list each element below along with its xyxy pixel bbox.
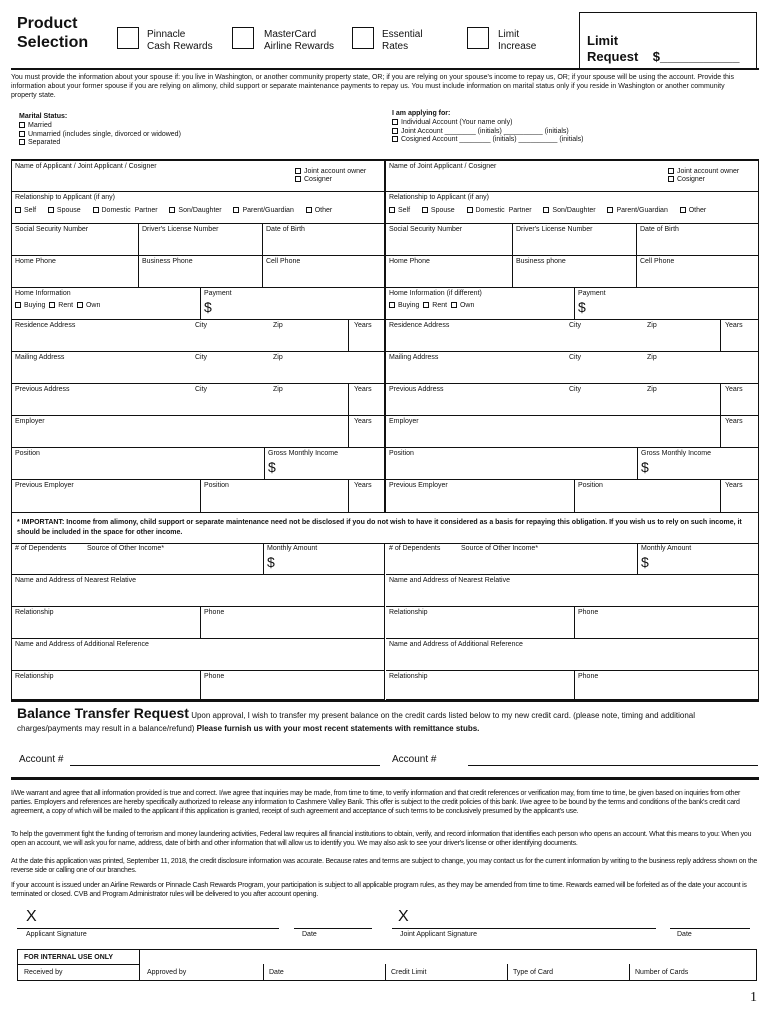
left-home-own[interactable]: Own <box>77 302 100 309</box>
essential-checkbox[interactable] <box>352 27 374 49</box>
left-city-field[interactable]: City <box>192 320 270 352</box>
right-other-income-field[interactable]: Source of Other Income* <box>458 543 638 575</box>
left-cosigner-option[interactable]: Cosigner <box>295 176 366 184</box>
applicant-date-label: Date <box>302 931 317 938</box>
left-name-field[interactable]: Name of Applicant / Joint Applicant / Cosigner Joint account owner Cosigner <box>12 161 385 192</box>
left-dob-field[interactable]: Date of Birth <box>263 224 385 256</box>
credit-limit-field[interactable]: Credit Limit <box>391 969 427 976</box>
applicant-sig-x: X <box>26 908 37 925</box>
legal-rewards: If your account is issued under an Airline Rewards or Pinnacle Cash Rewards Program, your participation is subject to all applicable program rules, as they may be amended from time to time. Rewards earned will be forfeited as of the date your account is terminated or closed. CVB and Program Administrator rules will be delivered to you after account opening. <box>11 882 747 898</box>
left-mailing-zip-field[interactable]: Zip <box>270 352 385 384</box>
right-joint-owner-option[interactable]: Joint account owner <box>668 168 739 176</box>
right-rel-child[interactable]: Son/Daughter <box>543 207 595 214</box>
joint-signature-label: Joint Applicant Signature <box>400 931 478 938</box>
account-right-line[interactable] <box>468 765 758 766</box>
right-ref-phone-field[interactable]: Phone <box>575 671 758 700</box>
left-ref-phone-field[interactable]: Phone <box>201 671 385 700</box>
left-other-income-field[interactable]: Source of Other Income* <box>84 543 264 575</box>
left-rel-other[interactable]: Other <box>306 207 333 214</box>
account-left-line[interactable] <box>70 765 380 766</box>
left-relative-relationship-field[interactable]: Relationship <box>12 607 201 639</box>
right-rel-partner[interactable]: Domestic Partner <box>467 207 532 214</box>
right-ref-relationship-field[interactable]: Relationship <box>386 671 575 700</box>
left-dependents-field[interactable]: # of Dependents <box>12 543 84 575</box>
marital-married[interactable]: Married <box>19 122 181 131</box>
right-prev-employer-field[interactable]: Previous Employer <box>386 480 575 513</box>
right-city-field[interactable]: City <box>566 320 644 352</box>
left-prev-emp-years-field[interactable]: Years <box>349 480 385 513</box>
limit-request-box[interactable] <box>579 12 757 68</box>
right-relationship-field[interactable]: Relationship to Applicant (if any) Self Spouse Domestic Partner Son/Daughter Parent/Guardian Other <box>386 192 758 224</box>
left-dl-field[interactable]: Driver's License Number <box>139 224 263 256</box>
marital-separated[interactable]: Separated <box>19 139 181 148</box>
right-previous-field[interactable]: Previous Address <box>386 384 566 416</box>
right-dependents-field[interactable]: # of Dependents <box>386 543 458 575</box>
legal-disclosure-date: At the date this application was printed, September 11, 2018, the credit disclosure information was accurate. Because rates and terms are subject to change, you may contact us for the current information by writing to the business reply address shown on the reverse side or calling one of our branches. <box>11 858 758 874</box>
applying-cosigned[interactable]: Cosigned Account ________ (initials) __________ (initials) <box>392 136 584 145</box>
right-prev-years-field[interactable]: Years <box>721 384 758 416</box>
left-rel-spouse[interactable]: Spouse <box>48 207 81 214</box>
mastercard-label: MasterCard Airline Rewards <box>264 29 335 52</box>
left-rel-self[interactable]: Self <box>15 207 36 214</box>
right-prev-emp-years-field[interactable]: Years <box>721 480 758 513</box>
internal-use-title: FOR INTERNAL USE ONLY <box>24 954 114 961</box>
limit-request-label: Limit <box>587 33 619 48</box>
right-reference-field[interactable]: Name and Address of Additional Reference <box>386 639 758 671</box>
right-residence-field[interactable]: Residence Address <box>386 320 566 352</box>
right-rel-spouse[interactable]: Spouse <box>422 207 455 214</box>
left-joint-owner-option[interactable]: Joint account owner <box>295 168 366 176</box>
right-emp-years-field[interactable]: Years <box>721 416 758 448</box>
right-name-field[interactable]: Name of Joint Applicant / Cosigner Joint account owner Cosigner <box>386 161 758 192</box>
limit-increase-checkbox[interactable] <box>467 27 489 49</box>
joint-signature-line[interactable] <box>392 928 656 929</box>
legal-warranty: I/We warrant and agree that all information provided is true and correct. I/we agree that inquiries may be made, from time to time, to verify information and that credit references or verification may, from time to time, be given based on inquiries from other parties. Employers and references are hereby specifically authorized to release any information to Cashmere Valley Bank. This offer is subject to the credit policies of this bank. I/we agree to be bound by the terms and conditions of the bank's credit card agreement, a copy of which will be mailed to the applicant if this application is granted, receipt of such agreement and acceptance of such terms to be conclusively presumed by the applicant's use. <box>11 790 741 815</box>
applicant-signature-line[interactable] <box>17 928 279 929</box>
right-prev-zip-field[interactable]: Zip <box>644 384 721 416</box>
joint-sig-x: X <box>398 908 409 925</box>
left-home-phone-field[interactable]: Home Phone <box>12 256 139 288</box>
right-mailing-zip-field[interactable]: Zip <box>644 352 758 384</box>
left-cell-phone-field[interactable]: Cell Phone <box>263 256 385 288</box>
balance-transfer-title: Balance Transfer Request <box>17 705 189 721</box>
right-business-phone-field[interactable]: Business phone <box>513 256 637 288</box>
account-left-label: Account # <box>19 754 64 765</box>
applying-individual[interactable]: Individual Account (Your name only) <box>392 119 584 128</box>
right-zip-field[interactable]: Zip <box>644 320 721 352</box>
left-prev-position-field[interactable]: Position <box>201 480 349 513</box>
pinnacle-label: Pinnacle Cash Rewards <box>147 29 213 52</box>
pinnacle-checkbox[interactable] <box>117 27 139 49</box>
left-relationship-field[interactable]: Relationship to Applicant (if any) Self Spouse Domestic Partner Son/Daughter Parent/Guardian Other <box>12 192 385 224</box>
left-payment-field[interactable]: Payment $ <box>201 288 385 320</box>
left-emp-years-field[interactable]: Years <box>349 416 385 448</box>
page-number: 1 <box>750 990 757 1005</box>
right-monthly-field[interactable]: Monthly Amount $ <box>638 543 758 575</box>
right-employer-field[interactable]: Employer <box>386 416 721 448</box>
intro-text: You must provide the information about your spouse if: you live in Washington, or another community property state, OR; if you are relying on your spouse's income to repay us, OR; if your spouse will be using the account. Provide this information about your former spouse if you are relying on alimony, child support or separate maintenance payments to repay us. You must include information on marital status only if you reside in Washington or another community property state. <box>11 74 734 99</box>
right-mailing-city-field[interactable]: City <box>566 352 644 384</box>
left-home-rent[interactable]: Rent <box>49 302 73 309</box>
right-rel-other[interactable]: Other <box>680 207 707 214</box>
approved-by-field[interactable]: Approved by <box>147 969 187 976</box>
left-ssn-field[interactable]: Social Security Number <box>12 224 139 256</box>
right-cosigner-option[interactable]: Cosigner <box>668 176 739 184</box>
received-by-field[interactable]: Received by <box>24 969 63 976</box>
left-prev-zip-field[interactable]: Zip <box>270 384 349 416</box>
legal-patriot-act: To help the government fight the funding of terrorism and money laundering activities, Federal law requires all financial institutions to obtain, verify, and record information that identifies each person who opens an account. What this means to you: When you open an account, we will ask you for name, address, date of birth and other information that will allow us to identify you. We may also ask to see your driver's license or other identifying documents. <box>11 831 752 847</box>
essential-label: Essential Rates <box>382 29 423 52</box>
right-position-field[interactable]: Position <box>386 448 638 480</box>
left-zip-field[interactable]: Zip <box>270 320 349 352</box>
mastercard-checkbox[interactable] <box>232 27 254 49</box>
right-rel-parent[interactable]: Parent/Guardian <box>607 207 667 214</box>
limit-increase-label: Limit Increase <box>498 29 537 52</box>
left-rel-child[interactable]: Son/Daughter <box>169 207 221 214</box>
left-home-info-field[interactable]: Home Information Buying Rent Own <box>12 288 201 320</box>
internal-use-table <box>17 949 757 981</box>
applying-joint[interactable]: Joint Account ________ (initials) __________ (initials) <box>392 128 584 137</box>
left-rel-parent[interactable]: Parent/Guardian <box>233 207 293 214</box>
left-gross-field[interactable]: Gross Monthly Income $ <box>265 448 385 480</box>
right-prev-city-field[interactable]: City <box>566 384 644 416</box>
right-years-field[interactable]: Years <box>721 320 758 352</box>
right-ssn-field[interactable]: Social Security Number <box>386 224 513 256</box>
left-home-buying[interactable]: Buying <box>15 302 45 309</box>
marital-unmarried[interactable]: Unmarried (includes single, divorced or widowed) <box>19 131 181 140</box>
left-residence-field[interactable]: Residence Address <box>12 320 192 352</box>
right-cell-phone-field[interactable]: Cell Phone <box>637 256 758 288</box>
right-home-info-field[interactable]: Home Information (if different) Buying Rent Own <box>386 288 575 320</box>
left-previous-field[interactable]: Previous Address <box>12 384 192 416</box>
left-reference-field[interactable]: Name and Address of Additional Reference <box>12 639 385 671</box>
left-position-field[interactable]: Position <box>12 448 265 480</box>
left-employer-field[interactable]: Employer <box>12 416 349 448</box>
joint-date-line[interactable] <box>670 928 750 929</box>
account-right-label: Account # <box>392 754 437 765</box>
applying-for: I am applying for: Individual Account (Your name only) Joint Account ________ (initials) __________ (initials) Cosigned Account ________ (initials) __________ (initials) <box>392 110 584 144</box>
left-mailing-city-field[interactable]: City <box>192 352 270 384</box>
right-payment-field[interactable]: Payment $ <box>575 288 758 320</box>
right-home-own[interactable]: Own <box>451 302 474 309</box>
right-home-rent[interactable]: Rent <box>423 302 447 309</box>
left-prev-employer-field[interactable]: Previous Employer <box>12 480 201 513</box>
left-ref-relationship-field[interactable]: Relationship <box>12 671 201 700</box>
right-rel-self[interactable]: Self <box>389 207 410 214</box>
right-relative-relationship-field[interactable]: Relationship <box>386 607 575 639</box>
applicant-signature-label: Applicant Signature <box>26 931 87 938</box>
right-dl-field[interactable]: Driver's License Number <box>513 224 637 256</box>
number-of-cards-field[interactable]: Number of Cards <box>635 969 689 976</box>
left-relative-phone-field[interactable]: Phone <box>201 607 385 639</box>
left-business-phone-field[interactable]: Business Phone <box>139 256 263 288</box>
right-relative-phone-field[interactable]: Phone <box>575 607 758 639</box>
left-monthly-field[interactable]: Monthly Amount $ <box>264 543 385 575</box>
internal-date-field[interactable]: Date <box>269 969 284 976</box>
left-prev-city-field[interactable]: City <box>192 384 270 416</box>
right-prev-position-field[interactable]: Position <box>575 480 721 513</box>
left-rel-partner[interactable]: Domestic Partner <box>93 207 158 214</box>
right-dob-field[interactable]: Date of Birth <box>637 224 758 256</box>
card-type-field[interactable]: Type of Card <box>513 969 554 976</box>
left-years-field[interactable]: Years <box>349 320 385 352</box>
right-relative-field[interactable]: Name and Address of Nearest Relative <box>386 575 758 607</box>
joint-date-label: Date <box>677 931 692 938</box>
right-mailing-field[interactable]: Mailing Address <box>386 352 566 384</box>
balance-transfer-section: Balance Transfer Request Upon approval, I wish to transfer my present balance on the credit cards listed below to my new credit card. (please note, timing and additional charges/payments may result in a balance/refund) Please furnish us with your most recent statements with remittance stubs. <box>17 705 696 733</box>
marital-status: Marital Status: Married Unmarried (includes single, divorced or widowed) Separated <box>19 113 181 147</box>
limit-request-label2: Request $___________ <box>587 49 740 64</box>
applicant-date-line[interactable] <box>294 928 372 929</box>
right-home-phone-field[interactable]: Home Phone <box>386 256 513 288</box>
left-mailing-field[interactable]: Mailing Address <box>12 352 192 384</box>
important-notice: * IMPORTANT: Income from alimony, child support or separate maintenance need not be disclosed if you do not wish to have it considered as a basis for repaying this obligation. If you wish us to rely on such income, it should be included in the space for other income. <box>17 519 742 536</box>
left-prev-years-field[interactable]: Years <box>349 384 385 416</box>
left-relative-field[interactable]: Name and Address of Nearest Relative <box>12 575 385 607</box>
right-home-buying[interactable]: Buying <box>389 302 419 309</box>
right-gross-field[interactable]: Gross Monthly Income $ <box>638 448 758 480</box>
product-selection-title: Product Selection <box>17 15 89 51</box>
